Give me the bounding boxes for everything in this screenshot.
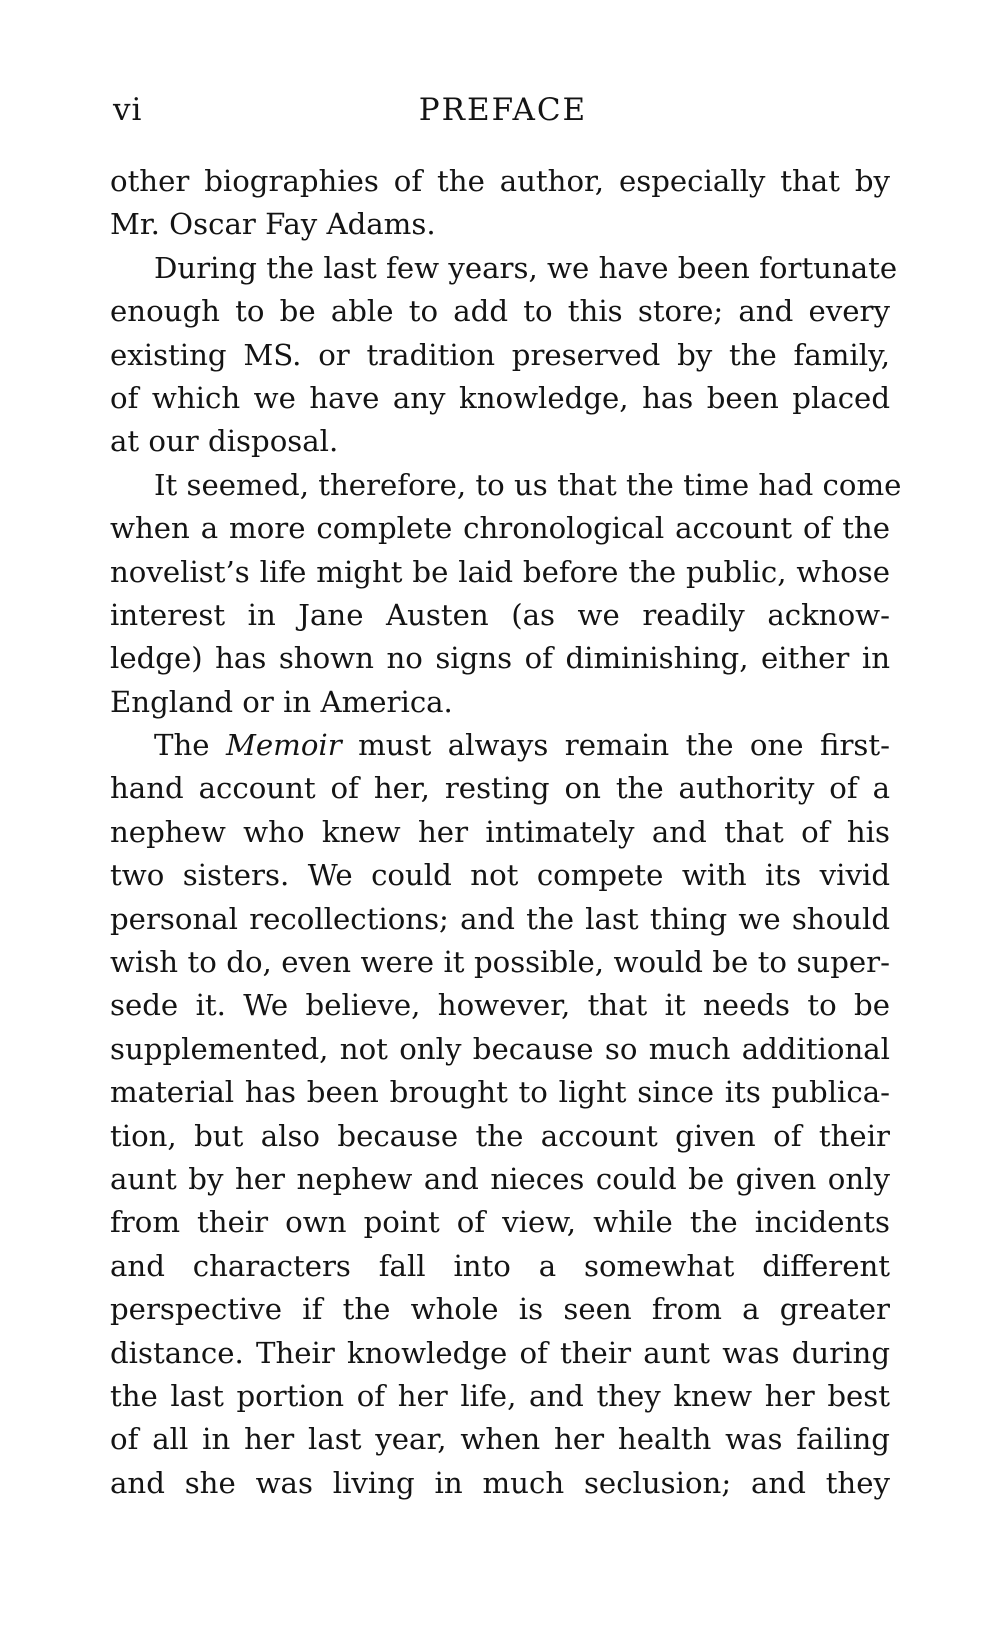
text-line: at our disposal. — [110, 424, 339, 459]
running-head — [113, 92, 893, 136]
text-line: sede it. We believe, however, that it needs to be — [110, 988, 890, 1023]
text-line: nephew who knew her intimately and that of his — [110, 814, 890, 849]
text-line: wish to do, even were it possible, would be to super- — [110, 945, 890, 980]
text-line: two sisters. We could not compete with its vivid — [110, 858, 890, 893]
text-line: supplemented, not only because so much additional — [110, 1031, 890, 1066]
line-prefix: The — [154, 728, 226, 763]
paragraph-start-line: It seemed, therefore, to us that the time had come — [154, 467, 902, 502]
text-line: ledge) has shown no signs of diminishing, either in — [110, 641, 890, 676]
text-line: personal recollections; and the last thing we should — [110, 901, 890, 936]
text-line: and she was living in much seclusion; and they — [110, 1465, 890, 1500]
text-line: novelist’s life might be laid before the public, whose — [110, 554, 890, 589]
paragraph-start-line: During the last few years, we have been fortunate — [154, 250, 898, 285]
text-line: when a more complete chronological account of the — [110, 511, 890, 546]
text-line: perspective if the whole is seen from a greater — [110, 1292, 890, 1327]
text-line: aunt by her nephew and nieces could be given only — [110, 1161, 890, 1196]
text-line: and characters fall into a somewhat different — [110, 1248, 890, 1283]
text-line: from their own point of view, while the incidents — [110, 1205, 890, 1240]
line-suffix: must always remain the one first- — [341, 728, 890, 763]
text-line: enough to be able to add to this store; and every — [110, 294, 890, 329]
text-line: interest in Jane Austen (as we readily acknow- — [110, 597, 890, 632]
text-line: hand account of her, resting on the authority of a — [110, 771, 890, 806]
text-line: of which we have any knowledge, has been placed — [110, 380, 890, 415]
text-line: the last portion of her life, and they knew her best — [110, 1378, 890, 1413]
text-line: material has been brought to light since its publica- — [110, 1075, 890, 1110]
text-line: other biographies of the author, especially that by — [110, 164, 890, 198]
text-line: distance. Their knowledge of their aunt was during — [110, 1335, 890, 1370]
memoir-title: Memoir — [225, 728, 342, 763]
text-line: Mr. Oscar Fay Adams. — [110, 207, 436, 242]
text-line: England or in America. — [110, 684, 453, 719]
running-title: PREFACE — [418, 92, 588, 128]
body-text — [110, 160, 902, 1505]
page-number: vi — [113, 92, 143, 128]
text-line: existing MS. or tradition preserved by the family, — [110, 337, 890, 372]
text-line: tion, but also because the account given of their — [110, 1118, 890, 1153]
text-line: of all in her last year, when her health was failing — [110, 1422, 890, 1457]
paragraph-start-line — [110, 724, 890, 767]
